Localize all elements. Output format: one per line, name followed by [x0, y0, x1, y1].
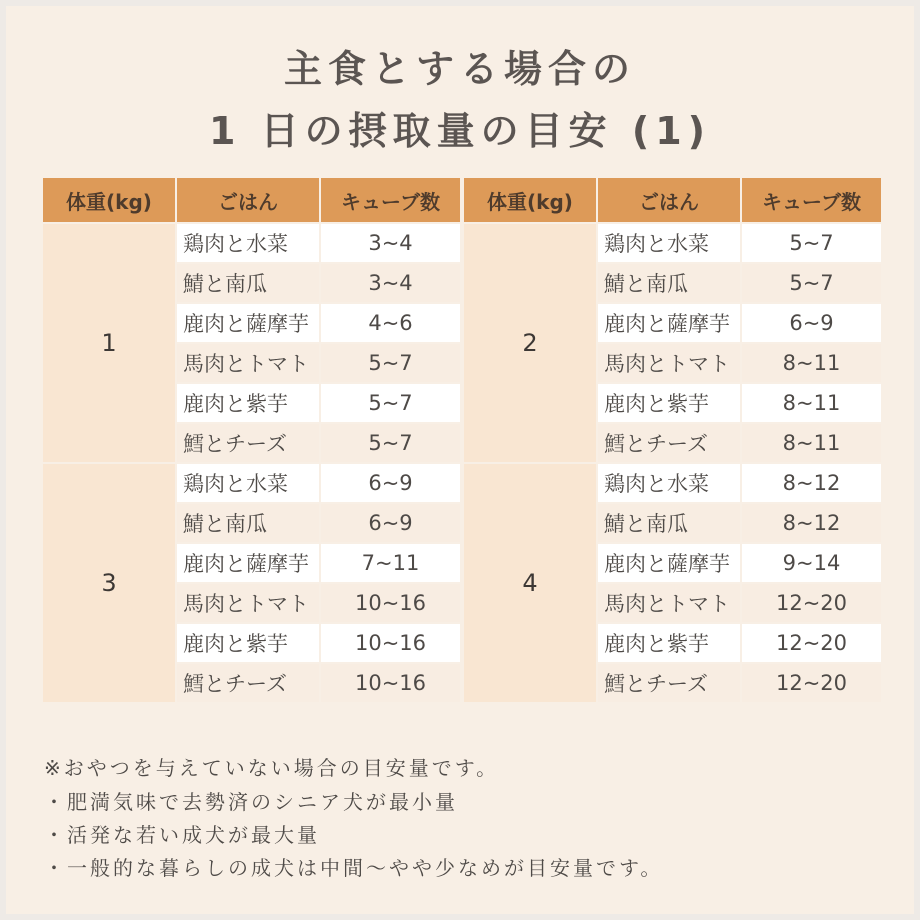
cube-count-cell: 5~7 — [320, 423, 461, 463]
food-cell: 鯖と南瓜 — [597, 503, 741, 543]
food-cell: 鹿肉と薩摩芋 — [176, 543, 320, 583]
food-cell: 鶏肉と水菜 — [597, 463, 741, 503]
cube-count-cell: 8~11 — [741, 383, 882, 423]
header-cubes: キューブ数 — [320, 177, 461, 223]
cube-count-cell: 8~12 — [741, 503, 882, 543]
header-weight: 体重(kg) — [463, 177, 597, 223]
food-cell: 鱈とチーズ — [597, 663, 741, 703]
cube-count-cell: 12~20 — [741, 583, 882, 623]
food-cell: 馬肉とトマト — [597, 343, 741, 383]
table-row — [463, 463, 882, 503]
cube-count-cell: 10~16 — [320, 663, 461, 703]
note-bullet-3: ・一般的な暮らしの成犬は中間〜やや少なめが目安量です。 — [44, 856, 664, 880]
cube-count-cell: 12~20 — [741, 623, 882, 663]
cube-count-cell: 8~11 — [741, 343, 882, 383]
cube-count-cell: 5~7 — [320, 343, 461, 383]
cube-count-cell: 12~20 — [741, 663, 882, 703]
food-cell: 鶏肉と水菜 — [597, 223, 741, 263]
header-food: ごはん — [176, 177, 320, 223]
food-cell: 馬肉とトマト — [597, 583, 741, 623]
cube-count-cell: 8~12 — [741, 463, 882, 503]
table-row — [42, 463, 461, 503]
cube-count-cell: 3~4 — [320, 223, 461, 263]
cube-count-cell: 7~11 — [320, 543, 461, 583]
intake-table-left — [41, 176, 462, 704]
cube-count-cell: 3~4 — [320, 263, 461, 303]
cube-count-cell: 8~11 — [741, 423, 882, 463]
food-cell: 馬肉とトマト — [176, 583, 320, 623]
table-header-row — [463, 177, 882, 223]
header-cubes: キューブ数 — [741, 177, 882, 223]
food-cell: 鹿肉と薩摩芋 — [176, 303, 320, 343]
food-cell: 鹿肉と紫芋 — [597, 623, 741, 663]
cube-count-cell: 5~7 — [320, 383, 461, 423]
food-cell: 鹿肉と紫芋 — [176, 623, 320, 663]
header-food: ごはん — [597, 177, 741, 223]
food-cell: 鯖と南瓜 — [176, 263, 320, 303]
food-cell: 鶏肉と水菜 — [176, 463, 320, 503]
cube-count-cell: 6~9 — [320, 463, 461, 503]
cube-count-cell: 6~9 — [741, 303, 882, 343]
weight-cell: 2 — [463, 223, 597, 463]
weight-cell: 3 — [42, 463, 176, 703]
weight-cell: 1 — [42, 223, 176, 463]
table-header-row — [42, 177, 461, 223]
header-weight: 体重(kg) — [42, 177, 176, 223]
food-cell: 鹿肉と紫芋 — [176, 383, 320, 423]
cube-count-cell: 4~6 — [320, 303, 461, 343]
cube-count-cell: 5~7 — [741, 223, 882, 263]
food-cell: 鹿肉と薩摩芋 — [597, 543, 741, 583]
food-cell: 鹿肉と紫芋 — [597, 383, 741, 423]
cube-count-cell: 10~16 — [320, 623, 461, 663]
cube-count-cell: 10~16 — [320, 583, 461, 623]
note-main: ※おやつを与えていない場合の目安量です。 — [44, 756, 500, 780]
food-cell: 鯖と南瓜 — [176, 503, 320, 543]
food-cell: 鱈とチーズ — [597, 423, 741, 463]
table-row — [463, 223, 882, 263]
cube-count-cell: 6~9 — [320, 503, 461, 543]
note-bullet-1: ・肥満気味で去勢済のシニア犬が最小量 — [44, 790, 458, 814]
weight-cell: 4 — [463, 463, 597, 703]
food-cell: 鶏肉と水菜 — [176, 223, 320, 263]
food-cell: 鯖と南瓜 — [597, 263, 741, 303]
food-cell: 鹿肉と薩摩芋 — [597, 303, 741, 343]
intake-table-right — [462, 176, 883, 704]
title-line-1: 主食とする場合の — [283, 47, 636, 91]
note-bullet-2: ・活発な若い成犬が最大量 — [44, 823, 320, 847]
cube-count-cell: 9~14 — [741, 543, 882, 583]
food-cell: 鱈とチーズ — [176, 423, 320, 463]
cube-count-cell: 5~7 — [741, 263, 882, 303]
title-line-2: 1 日の摂取量の目安 (1) — [208, 109, 712, 153]
table-row — [42, 223, 461, 263]
food-cell: 鱈とチーズ — [176, 663, 320, 703]
food-cell: 馬肉とトマト — [176, 343, 320, 383]
